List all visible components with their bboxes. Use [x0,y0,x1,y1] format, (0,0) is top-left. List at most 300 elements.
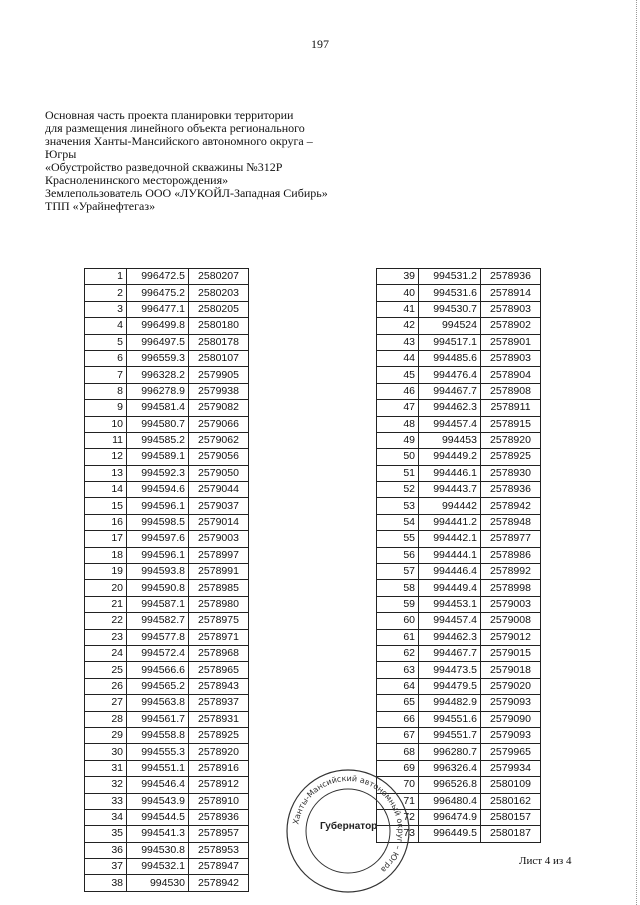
coord-y: 2579093 [481,695,541,711]
coord-y: 2579037 [189,498,249,514]
coord-x: 994524 [419,318,481,334]
point-number: 48 [377,416,419,432]
coord-x: 994587.1 [127,596,189,612]
coord-x: 994453 [419,432,481,448]
point-number: 38 [85,875,127,891]
point-number: 30 [85,744,127,760]
coord-y: 2578937 [189,695,249,711]
point-number: 17 [85,531,127,547]
point-number: 18 [85,547,127,563]
point-number: 58 [377,580,419,596]
coord-x: 994565.2 [127,678,189,694]
coord-y: 2579008 [481,613,541,629]
table-row [85,564,249,580]
table-row [85,285,249,301]
table-row [85,695,249,711]
coord-y: 2580205 [189,301,249,317]
coord-y: 2578936 [189,809,249,825]
table-row [85,859,249,875]
point-number: 25 [85,662,127,678]
coord-y: 2578930 [481,465,541,481]
table-row [377,498,541,514]
coord-y: 2579965 [481,744,541,760]
table-row [85,498,249,514]
coord-x: 994467.7 [419,383,481,399]
coord-x: 994531.6 [419,285,481,301]
coord-x: 994457.4 [419,613,481,629]
coord-y: 2578902 [481,318,541,334]
point-number: 68 [377,744,419,760]
coord-x: 994462.3 [419,629,481,645]
table-row [377,482,541,498]
point-number: 66 [377,711,419,727]
coord-x: 994446.1 [419,465,481,481]
header-line: ТПП «Урайнефтегаз» [45,199,156,213]
coord-y: 2579090 [481,711,541,727]
coord-y: 2578903 [481,350,541,366]
header-line: «Обустройство разведочной скважины №312Р [45,160,283,174]
point-number: 65 [377,695,419,711]
table-row [377,564,541,580]
coord-y: 2578997 [189,547,249,563]
point-number: 46 [377,383,419,399]
point-number: 52 [377,482,419,498]
coord-y: 2578965 [189,662,249,678]
coord-x: 996280.7 [419,744,481,760]
table-row [85,580,249,596]
table-row [377,744,541,760]
coord-x: 996328.2 [127,367,189,383]
table-row [377,432,541,448]
coord-x: 996472.5 [127,269,189,285]
point-number: 22 [85,613,127,629]
point-number: 73 [377,826,419,842]
point-number: 3 [85,301,127,317]
table-row [377,596,541,612]
point-number: 31 [85,760,127,776]
coord-x: 994551.6 [419,711,481,727]
coord-x: 994441.2 [419,514,481,530]
table-row [377,350,541,366]
table-row [377,367,541,383]
point-number: 44 [377,350,419,366]
point-number: 69 [377,760,419,776]
table-row [377,301,541,317]
coord-x: 994449.2 [419,449,481,465]
table-row [85,760,249,776]
coord-x: 996474.9 [419,809,481,825]
point-number: 64 [377,678,419,694]
coord-y: 2578936 [481,269,541,285]
coord-x: 994446.4 [419,564,481,580]
point-number: 40 [377,285,419,301]
coord-y: 2579018 [481,662,541,678]
point-number: 29 [85,727,127,743]
coord-y: 2580203 [189,285,249,301]
header-line: Югры [45,147,77,161]
coord-y: 2578915 [481,416,541,432]
table-row [85,367,249,383]
coord-y: 2578901 [481,334,541,350]
point-number: 26 [85,678,127,694]
coord-x: 994566.6 [127,662,189,678]
point-number: 7 [85,367,127,383]
table-row [85,531,249,547]
point-number: 11 [85,432,127,448]
coord-y: 2579003 [189,531,249,547]
coord-x: 996559.3 [127,350,189,366]
table-row [377,629,541,645]
coord-x: 994485.6 [419,350,481,366]
coord-y: 2578942 [481,498,541,514]
point-number: 51 [377,465,419,481]
coord-y: 2580107 [189,350,249,366]
point-number: 24 [85,645,127,661]
coord-y: 2579082 [189,400,249,416]
coord-x: 994558.8 [127,727,189,743]
stamp-ring-text: Ханты-Мансийский автономный округ – Югра [291,773,406,875]
coord-y: 2578991 [189,564,249,580]
table-row [377,678,541,694]
coord-y: 2578912 [189,777,249,793]
coord-x: 994561.7 [127,711,189,727]
coord-x: 994563.8 [127,695,189,711]
header-line: Красноленинского месторождения» [45,173,229,187]
table-row [377,547,541,563]
coord-y: 2578968 [189,645,249,661]
table-row [85,629,249,645]
point-number: 8 [85,383,127,399]
coord-x: 994590.8 [127,580,189,596]
point-number: 42 [377,318,419,334]
point-number: 19 [85,564,127,580]
coord-y: 2578980 [189,596,249,612]
coord-y: 2578943 [189,678,249,694]
table-row [85,842,249,858]
coord-x: 994467.7 [419,645,481,661]
coord-y: 2578914 [481,285,541,301]
coord-y: 2579050 [189,465,249,481]
coord-y: 2578985 [189,580,249,596]
table-row [377,285,541,301]
table-row [377,645,541,661]
point-number: 1 [85,269,127,285]
coord-y: 2579020 [481,678,541,694]
coord-y: 2578953 [189,842,249,858]
coord-x: 994596.1 [127,547,189,563]
point-number: 47 [377,400,419,416]
coord-x: 994598.5 [127,514,189,530]
point-number: 32 [85,777,127,793]
point-number: 62 [377,645,419,661]
coord-y: 2580162 [481,793,541,809]
coord-y: 2578936 [481,482,541,498]
coord-y: 2578942 [189,875,249,891]
point-number: 56 [377,547,419,563]
point-number: 45 [377,367,419,383]
coord-y: 2579056 [189,449,249,465]
table-row [85,744,249,760]
point-number: 5 [85,334,127,350]
table-row [85,301,249,317]
coord-y: 2578947 [189,859,249,875]
table-row [377,400,541,416]
coord-x: 994443.7 [419,482,481,498]
table-row [377,465,541,481]
point-number: 35 [85,826,127,842]
coord-x: 994572.4 [127,645,189,661]
coord-y: 2579938 [189,383,249,399]
point-number: 70 [377,777,419,793]
document-header [45,109,345,213]
coord-x: 996480.4 [419,793,481,809]
table-row [377,580,541,596]
table-row [85,777,249,793]
coord-y: 2579066 [189,416,249,432]
coord-x: 996475.2 [127,285,189,301]
table-row [377,318,541,334]
point-number: 57 [377,564,419,580]
table-row [85,465,249,481]
coord-y: 2578975 [189,613,249,629]
table-row [377,613,541,629]
coord-y: 2579003 [481,596,541,612]
header-line: значения Ханты-Мансийского автономного округа – [45,134,313,148]
coord-x: 994577.8 [127,629,189,645]
coord-y: 2580187 [481,826,541,842]
coord-y: 2579015 [481,645,541,661]
coord-y: 2578977 [481,531,541,547]
coord-x: 996477.1 [127,301,189,317]
table-row [85,416,249,432]
coord-x: 994592.3 [127,465,189,481]
page-edge [635,0,637,905]
point-number: 23 [85,629,127,645]
table-row [377,514,541,530]
coord-y: 2578971 [189,629,249,645]
page-number: 197 [311,37,329,51]
table-row [377,334,541,350]
point-number: 10 [85,416,127,432]
table-row [85,547,249,563]
point-number: 41 [377,301,419,317]
coord-x: 996499.8 [127,318,189,334]
point-number: 71 [377,793,419,809]
coord-x: 994555.3 [127,744,189,760]
table-row [85,678,249,694]
coord-x: 994530.7 [419,301,481,317]
coord-x: 994594.6 [127,482,189,498]
point-number: 13 [85,465,127,481]
table-row [85,449,249,465]
table-row [85,809,249,825]
table-row [85,711,249,727]
point-number: 55 [377,531,419,547]
coordinates-table-left [84,268,249,892]
header-line: Основная часть проекта планировки территории [45,108,294,122]
table-row [85,514,249,530]
coord-x: 994544.5 [127,809,189,825]
coord-x: 994473.5 [419,662,481,678]
table-row [377,416,541,432]
coord-y: 2578903 [481,301,541,317]
coord-x: 994585.2 [127,432,189,448]
coord-y: 2579093 [481,727,541,743]
table-row [377,662,541,678]
coord-x: 994449.4 [419,580,481,596]
table-row [85,662,249,678]
coord-x: 994457.4 [419,416,481,432]
coord-y: 2579934 [481,760,541,776]
point-number: 54 [377,514,419,530]
point-number: 59 [377,596,419,612]
point-number: 61 [377,629,419,645]
point-number: 2 [85,285,127,301]
coord-y: 2578920 [189,744,249,760]
coord-y: 2578986 [481,547,541,563]
point-number: 21 [85,596,127,612]
point-number: 60 [377,613,419,629]
point-number: 37 [85,859,127,875]
table-row [85,596,249,612]
coord-x: 994596.1 [127,498,189,514]
table-row [85,793,249,809]
table-row [377,531,541,547]
coord-x: 994580.7 [127,416,189,432]
table-row [85,318,249,334]
coord-x: 994531.2 [419,269,481,285]
point-number: 28 [85,711,127,727]
point-number: 72 [377,809,419,825]
coord-x: 994482.9 [419,695,481,711]
coord-y: 2579012 [481,629,541,645]
coord-x: 994442 [419,498,481,514]
coord-x: 994442.1 [419,531,481,547]
coord-x: 994479.5 [419,678,481,694]
coord-x: 994517.1 [419,334,481,350]
point-number: 49 [377,432,419,448]
point-number: 63 [377,662,419,678]
point-number: 39 [377,269,419,285]
coord-y: 2578925 [481,449,541,465]
header-line: для размещения линейного объекта регионального [45,121,305,135]
coord-x: 994453.1 [419,596,481,612]
point-number: 15 [85,498,127,514]
point-number: 34 [85,809,127,825]
point-number: 14 [85,482,127,498]
coord-y: 2578931 [189,711,249,727]
coord-x: 994593.8 [127,564,189,580]
point-number: 36 [85,842,127,858]
coord-x: 996278.9 [127,383,189,399]
point-number: 6 [85,350,127,366]
header-line: Землепользователь ООО «ЛУКОЙЛ-Западная Сибирь» [45,186,328,200]
table-row [85,613,249,629]
coord-x: 994530.8 [127,842,189,858]
point-number: 4 [85,318,127,334]
point-number: 20 [85,580,127,596]
coord-y: 2580109 [481,777,541,793]
table-row [377,269,541,285]
table-row [377,383,541,399]
stamp-caption: Губернатор [320,821,378,832]
table-row [85,645,249,661]
point-number: 53 [377,498,419,514]
coord-x: 996449.5 [419,826,481,842]
coord-y: 2578904 [481,367,541,383]
coord-y: 2579062 [189,432,249,448]
coord-x: 994546.4 [127,777,189,793]
table-row [377,695,541,711]
coord-y: 2578925 [189,727,249,743]
coord-x: 994444.1 [419,547,481,563]
coord-x: 994581.4 [127,400,189,416]
coord-x: 996526.8 [419,777,481,793]
coord-y: 2579044 [189,482,249,498]
coord-y: 2578992 [481,564,541,580]
coord-y: 2578916 [189,760,249,776]
table-row [85,826,249,842]
coord-y: 2580178 [189,334,249,350]
coord-x: 994597.6 [127,531,189,547]
coord-x: 994543.9 [127,793,189,809]
coord-y: 2578957 [189,826,249,842]
sheet-label: Лист 4 из 4 [519,855,572,867]
coord-x: 996326.4 [419,760,481,776]
point-number: 43 [377,334,419,350]
point-number: 50 [377,449,419,465]
table-row [85,432,249,448]
table-row [85,727,249,743]
table-row [85,400,249,416]
point-number: 9 [85,400,127,416]
table-row [85,269,249,285]
point-number: 16 [85,514,127,530]
coord-y: 2579905 [189,367,249,383]
coordinates-table-right [376,268,541,843]
table-row [377,711,541,727]
point-number: 33 [85,793,127,809]
point-number: 12 [85,449,127,465]
coord-y: 2578920 [481,432,541,448]
coord-x: 994462.3 [419,400,481,416]
coord-x: 994551.1 [127,760,189,776]
coord-y: 2578908 [481,383,541,399]
coord-x: 994530 [127,875,189,891]
coord-y: 2578910 [189,793,249,809]
table-row [85,875,249,891]
table-row [377,727,541,743]
coord-y: 2578998 [481,580,541,596]
coord-x: 994582.7 [127,613,189,629]
point-number: 67 [377,727,419,743]
table-row [85,383,249,399]
coord-y: 2580157 [481,809,541,825]
coord-y: 2578911 [481,400,541,416]
coord-x: 994589.1 [127,449,189,465]
coord-x: 994541.3 [127,826,189,842]
coord-y: 2580180 [189,318,249,334]
point-number: 27 [85,695,127,711]
coord-x: 996497.5 [127,334,189,350]
coord-x: 994532.1 [127,859,189,875]
table-row [85,350,249,366]
coord-x: 994476.4 [419,367,481,383]
coord-x: 994551.7 [419,727,481,743]
coord-y: 2579014 [189,514,249,530]
coord-y: 2580207 [189,269,249,285]
coord-y: 2578948 [481,514,541,530]
